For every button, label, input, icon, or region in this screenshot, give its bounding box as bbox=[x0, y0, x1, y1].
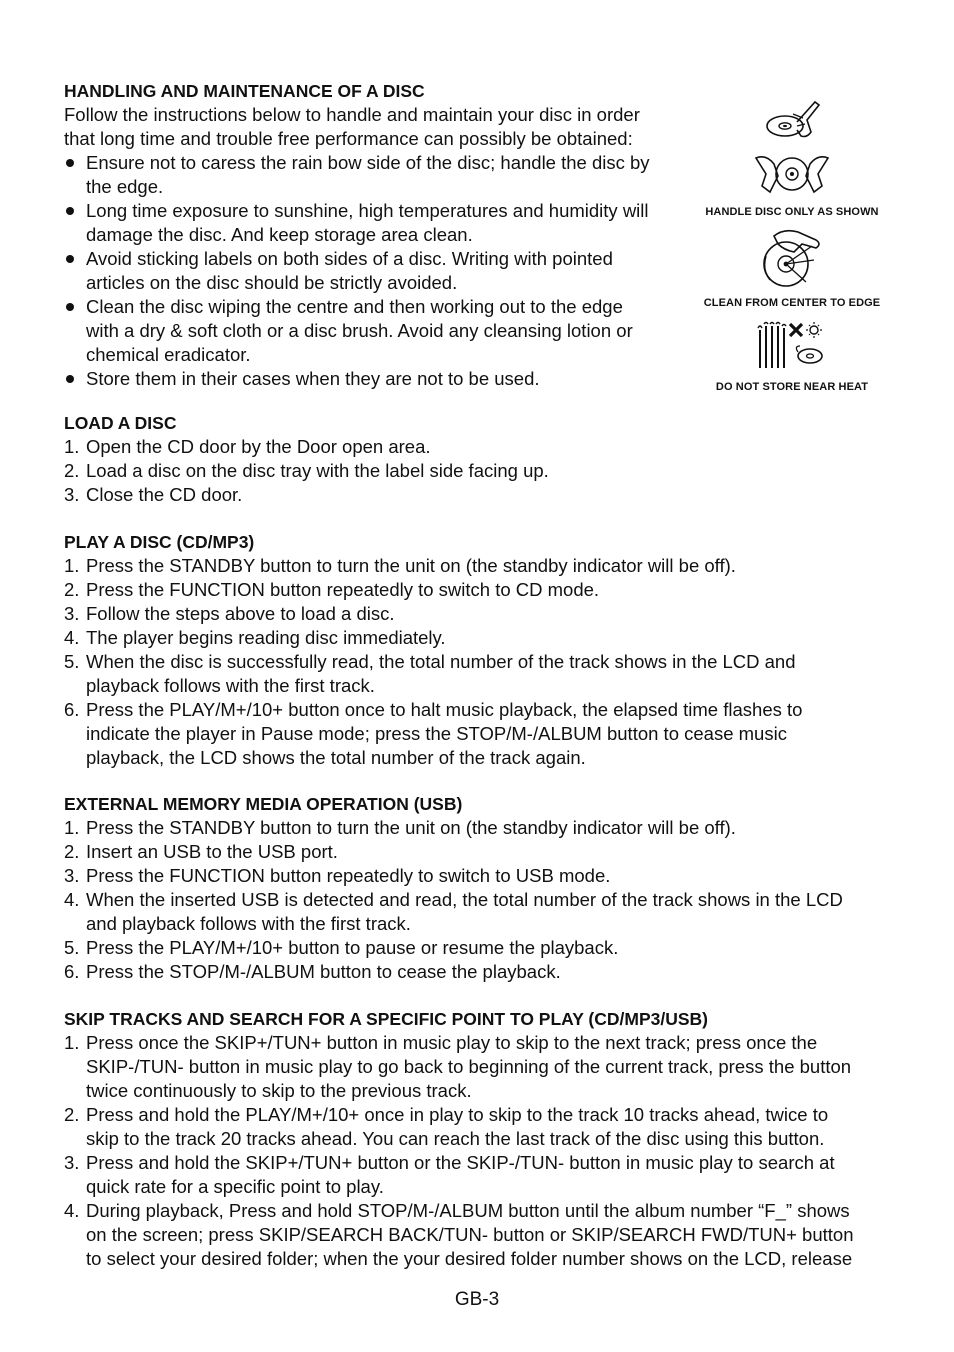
step-text-line: to select your desired folder; when the your desired folder number shows on the LCD, release bbox=[86, 1248, 853, 1269]
play-step-item bbox=[64, 602, 802, 626]
load-title: LOAD A DISC bbox=[64, 413, 177, 433]
load-section bbox=[64, 411, 549, 507]
step-text-line: Press and hold the PLAY/M+/10+ once in play to skip to the track 10 tracks ahead, twice to bbox=[86, 1104, 829, 1125]
play-step-item bbox=[64, 698, 802, 770]
bullet-text-line: Clean the disc wiping the centre and then working out to the edge bbox=[86, 296, 623, 317]
skip-step-list bbox=[64, 1031, 854, 1271]
bullet-text-line: with a dry & soft cloth or a disc brush. Avoid any cleansing lotion or bbox=[86, 320, 633, 341]
step-text-line: Press the STANDBY button to turn the unit on (the standby indicator will be off). bbox=[86, 817, 736, 838]
play-step-item bbox=[64, 626, 802, 650]
usb-title: EXTERNAL MEMORY MEDIA OPERATION (USB) bbox=[64, 794, 463, 814]
step-text-line: skip to the track 20 tracks ahead. You can reach the last track of the disc using this button. bbox=[86, 1128, 825, 1149]
step-number: 6. bbox=[64, 699, 80, 720]
step-number: 5. bbox=[64, 651, 80, 672]
handle-disc-caption: HANDLE DISC ONLY AS SHOWN bbox=[705, 206, 879, 218]
hand-holding-disc-icon bbox=[757, 96, 827, 144]
page-number: GB-3 bbox=[454, 1289, 500, 1310]
bullet-text-line: damage the disc. And keep storage area clean. bbox=[86, 224, 473, 245]
clean-disc-illustration bbox=[700, 226, 884, 310]
step-number: 1. bbox=[64, 1032, 80, 1053]
usb-step-list bbox=[64, 816, 843, 984]
bullet-text-line: articles on the disc should be strictly avoided. bbox=[86, 272, 458, 293]
usb-step-item bbox=[64, 864, 843, 888]
clean-disc-caption: CLEAN FROM CENTER TO EDGE bbox=[703, 297, 881, 309]
usb-section bbox=[64, 792, 843, 984]
bullet-text-line: Store them in their cases when they are not to be used. bbox=[86, 368, 540, 389]
handling-title: HANDLING AND MAINTENANCE OF A DISC bbox=[64, 81, 425, 101]
step-number: 3. bbox=[64, 603, 80, 624]
play-step-list bbox=[64, 554, 802, 770]
handling-intro-line-2: that long time and trouble free performance can possibly be obtained: bbox=[64, 128, 633, 149]
step-text-line: Close the CD door. bbox=[86, 484, 243, 505]
step-text-line: Press the PLAY/M+/10+ button once to halt music playback, the elapsed time flashes to bbox=[86, 699, 803, 720]
play-section bbox=[64, 530, 802, 770]
heat-warning-illustration bbox=[700, 316, 884, 394]
step-text-line: and playback follows with the first track. bbox=[86, 913, 411, 934]
step-text-line: indicate the player in Pause mode; press the STOP/M-/ALBUM button to cease music bbox=[86, 723, 787, 744]
skip-step-item bbox=[64, 1151, 854, 1199]
handling-bullet-list bbox=[64, 151, 650, 391]
handling-bullet-item bbox=[64, 367, 650, 391]
step-number: 2. bbox=[64, 841, 80, 862]
step-text-line: on the screen; press SKIP/SEARCH BACK/TUN- button or SKIP/SEARCH FWD/TUN+ button bbox=[86, 1224, 854, 1245]
step-text-line: playback follows with the first track. bbox=[86, 675, 375, 696]
step-number: 1. bbox=[64, 436, 80, 457]
step-text-line: Press and hold the SKIP+/TUN+ button or the SKIP-/TUN- button in music play to search at bbox=[86, 1152, 835, 1173]
usb-step-item bbox=[64, 960, 843, 984]
handling-section bbox=[64, 79, 650, 391]
heat-warning-caption: DO NOT STORE NEAR HEAT bbox=[715, 381, 869, 393]
step-text-line: quick rate for a specific point to play. bbox=[86, 1176, 384, 1197]
handling-intro-line-1: Follow the instructions below to handle and maintain your disc in order bbox=[64, 104, 640, 125]
play-step-item bbox=[64, 650, 802, 698]
usb-step-item bbox=[64, 840, 843, 864]
skip-step-item bbox=[64, 1103, 854, 1151]
step-number: 2. bbox=[64, 1104, 80, 1125]
step-number: 4. bbox=[64, 1200, 80, 1221]
bullet-text-line: the edge. bbox=[86, 176, 164, 197]
step-text-line: Press the FUNCTION button repeatedly to switch to USB mode. bbox=[86, 865, 611, 886]
step-text-line: Press the PLAY/M+/10+ button to pause or resume the playback. bbox=[86, 937, 619, 958]
step-text-line: Press once the SKIP+/TUN+ button in music play to skip to the next track; press once the bbox=[86, 1032, 818, 1053]
usb-step-item bbox=[64, 816, 843, 840]
step-text-line: Press the FUNCTION button repeatedly to switch to CD mode. bbox=[86, 579, 600, 600]
hands-holding-disc-edges-icon bbox=[752, 150, 832, 196]
bullet-text-line: chemical eradicator. bbox=[86, 344, 251, 365]
step-number: 6. bbox=[64, 961, 80, 982]
step-text-line: During playback, Press and hold STOP/M-/ALBUM button until the album number “F_” shows bbox=[86, 1200, 850, 1221]
skip-title: SKIP TRACKS AND SEARCH FOR A SPECIFIC POINT TO PLAY (CD/MP3/USB) bbox=[64, 1009, 709, 1029]
play-title: PLAY A DISC (CD/MP3) bbox=[64, 532, 255, 552]
step-text-line: playback, the LCD shows the total number of the track again. bbox=[86, 747, 586, 768]
skip-section bbox=[64, 1007, 854, 1271]
step-number: 4. bbox=[64, 889, 80, 910]
step-text-line: Open the CD door by the Door open area. bbox=[86, 436, 431, 457]
step-text-line: twice continuously to skip to the previous track. bbox=[86, 1080, 472, 1101]
handling-bullet-item bbox=[64, 151, 650, 199]
skip-step-item bbox=[64, 1031, 854, 1103]
step-text-line: SKIP-/TUN- button in music play to go back to beginning of the current track, press the button bbox=[86, 1056, 852, 1077]
usb-step-item bbox=[64, 936, 843, 960]
load-step-list bbox=[64, 435, 549, 507]
handling-bullet-item bbox=[64, 247, 650, 295]
step-text-line: When the inserted USB is detected and read, the total number of the track shows in the LCD bbox=[86, 889, 843, 910]
usb-step-item bbox=[64, 888, 843, 936]
handling-bullet-item bbox=[64, 199, 650, 247]
step-number: 1. bbox=[64, 555, 80, 576]
load-step-item bbox=[64, 435, 549, 459]
step-text-line: Insert an USB to the USB port. bbox=[86, 841, 338, 862]
skip-step-item bbox=[64, 1199, 854, 1271]
step-text-line: Load a disc on the disc tray with the label side facing up. bbox=[86, 460, 549, 481]
bullet-text-line: Avoid sticking labels on both sides of a disc. Writing with pointed bbox=[86, 248, 613, 269]
play-step-item bbox=[64, 554, 802, 578]
step-text-line: When the disc is successfully read, the total number of the track shows in the LCD and bbox=[86, 651, 796, 672]
radiator-no-disc-icon bbox=[754, 316, 830, 372]
load-step-item bbox=[64, 459, 549, 483]
bullet-text-line: Long time exposure to sunshine, high temperatures and humidity will bbox=[86, 200, 649, 221]
step-number: 1. bbox=[64, 817, 80, 838]
step-number: 3. bbox=[64, 484, 80, 505]
step-number: 4. bbox=[64, 627, 80, 648]
load-step-item bbox=[64, 483, 549, 507]
step-text-line: Follow the steps above to load a disc. bbox=[86, 603, 395, 624]
step-number: 5. bbox=[64, 937, 80, 958]
step-text-line: Press the STANDBY button to turn the unit on (the standby indicator will be off). bbox=[86, 555, 736, 576]
step-text-line: Press the STOP/M-/ALBUM button to cease the playback. bbox=[86, 961, 561, 982]
step-number: 3. bbox=[64, 1152, 80, 1173]
step-number: 2. bbox=[64, 579, 80, 600]
handle-disc-illustration bbox=[700, 96, 884, 219]
handling-bullet-item bbox=[64, 295, 650, 367]
play-step-item bbox=[64, 578, 802, 602]
bullet-text-line: Ensure not to caress the rain bow side of the disc; handle the disc by bbox=[86, 152, 650, 173]
hand-cleaning-disc-icon bbox=[754, 226, 830, 292]
step-number: 3. bbox=[64, 865, 80, 886]
step-text-line: The player begins reading disc immediately. bbox=[86, 627, 446, 648]
step-number: 2. bbox=[64, 460, 80, 481]
